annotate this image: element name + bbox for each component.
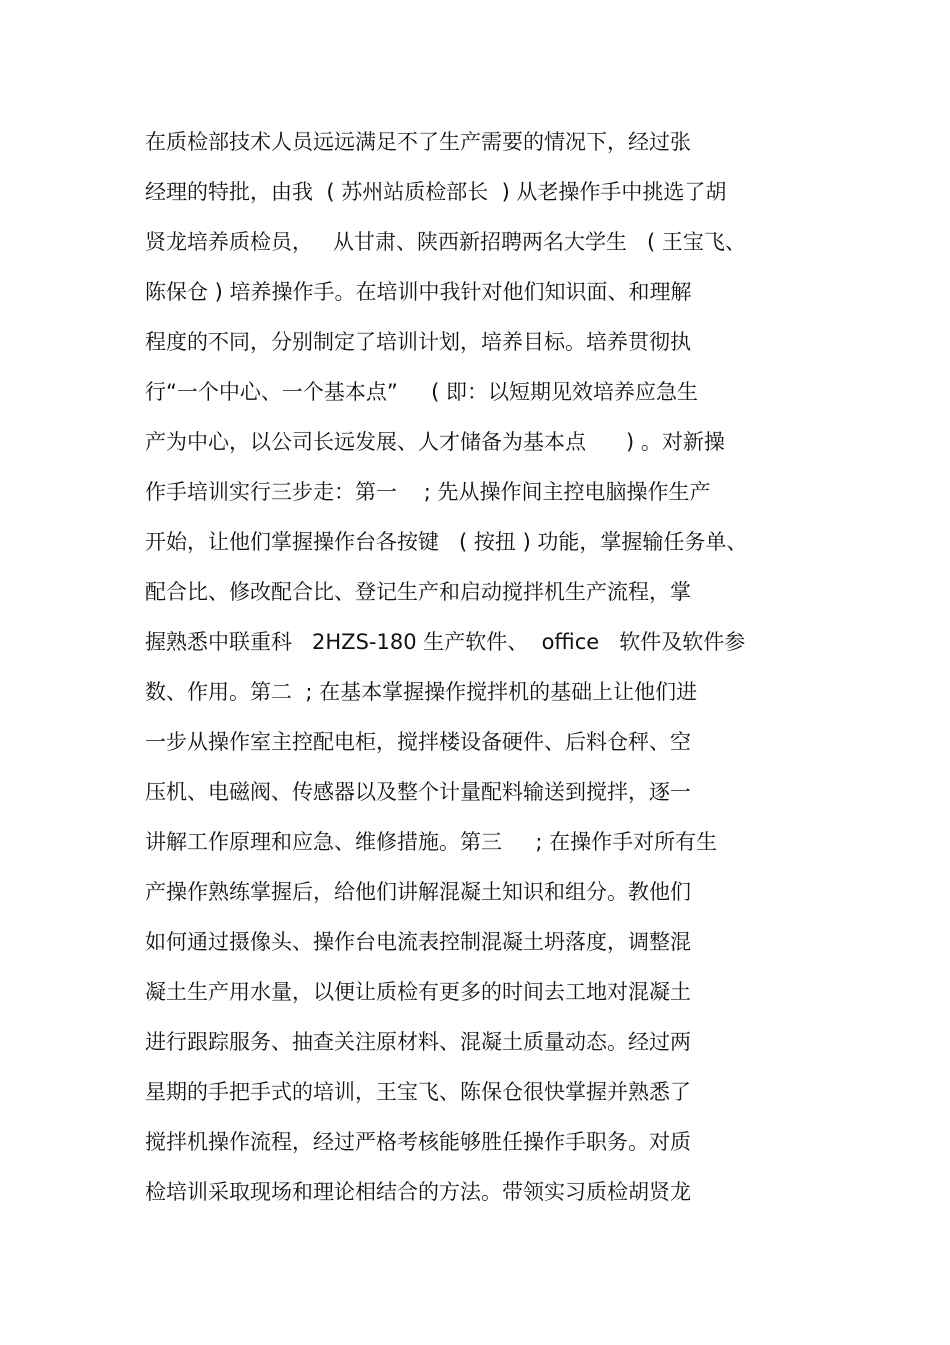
text-line-12: 数、作用。第二 ; 在基本掌握操作搅拌机的基础上让他们进: [145, 680, 698, 704]
text-line-9: 开始，让他们掌握操作台各按键 ( 按扭 ) 功能，掌握输任务单、: [145, 530, 748, 554]
text-line-20: 星期的手把手式的培训，王宝飞、陈保仓很快掌握并熟悉了: [145, 1080, 691, 1104]
text-line-22: 检培训采取现场和理论相结合的方法。带领实习质检胡贤龙: [145, 1180, 691, 1204]
text-line-8: 作手培训实行三步走：第一 ; 先从操作间主控电脑操作生产: [145, 480, 711, 504]
text-line-4: 陈保仓 ) 培养操作手。在培训中我针对他们知识面、和理解: [145, 280, 692, 304]
text-line-6: 行“一个中心、一个基本点” ( 即：以短期见效培养应急生: [145, 380, 699, 404]
text-line-15: 讲解工作原理和应急、维修措施。第三 ; 在操作手对所有生: [145, 830, 718, 854]
text-line-16: 产操作熟练掌握后，给他们讲解混凝土知识和组分。教他们: [145, 880, 691, 904]
text-line-7: 产为中心，以公司长远发展、人才储备为基本点 ) 。对新操: [145, 430, 725, 454]
text-line-19: 进行跟踪服务、抽查关注原材料、混凝土质量动态。经过两: [145, 1030, 691, 1054]
text-line-10: 配合比、修改配合比、登记生产和启动搅拌机生产流程，掌: [145, 580, 691, 604]
text-line-14: 压机、电磁阀、传感器以及整个计量配料输送到搅拌，逐一: [145, 780, 691, 804]
text-line-11: 握熟悉中联重科 2HZS-180 生产软件、 office 软件及软件参: [145, 630, 746, 654]
text-line-5: 程度的不同，分别制定了培训计划，培养目标。培养贯彻执: [145, 330, 691, 354]
text-line-2: 经理的特批，由我 ( 苏州站质检部长 ) 从老操作手中挑选了胡: [145, 180, 727, 204]
text-line-3: 贤龙培养质检员， 从甘肃、陕西新招聘两名大学生 ( 王宝飞、: [145, 230, 746, 254]
text-line-21: 搅拌机操作流程，经过严格考核能够胜任操作手职务。对质: [145, 1130, 691, 1154]
text-line-1: 在质检部技术人员远远满足不了生产需要的情况下，经过张: [145, 130, 691, 154]
text-line-13: 一步从操作室主控配电柜，搅拌楼设备硬件、后料仓秤、空: [145, 730, 691, 754]
body-text: [145, 120, 815, 1220]
text-line-18: 凝土生产用水量，以便让质检有更多的时间去工地对混凝土: [145, 980, 691, 1004]
text-line-17: 如何通过摄像头、操作台电流表控制混凝土坍落度，调整混: [145, 930, 691, 954]
